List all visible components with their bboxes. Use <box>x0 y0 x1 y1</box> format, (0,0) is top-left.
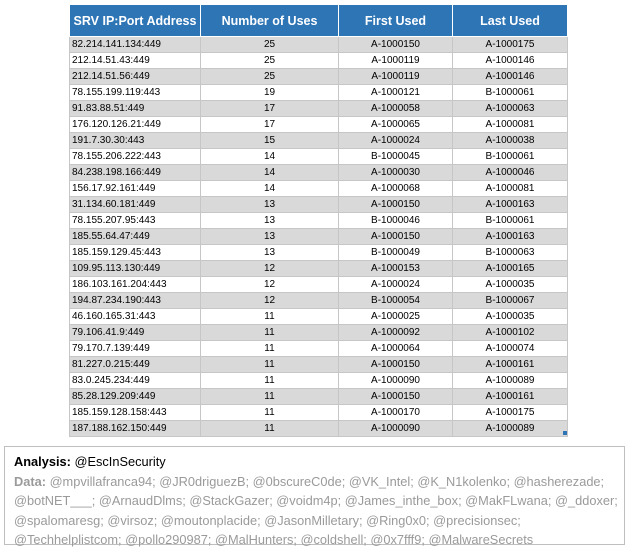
cell-last-used: A-1000074 <box>453 341 568 357</box>
table-row <box>70 69 568 85</box>
cell-srv-address: 79.106.41.9:449 <box>70 325 201 341</box>
cell-number-of-uses: 13 <box>201 213 339 229</box>
cell-first-used: A-1000119 <box>339 53 453 69</box>
col-header-first-used: First Used <box>339 5 453 37</box>
cell-first-used: A-1000119 <box>339 69 453 85</box>
cell-first-used: A-1000150 <box>339 37 453 53</box>
cell-number-of-uses: 12 <box>201 293 339 309</box>
table-row <box>70 421 568 437</box>
table-row <box>70 229 568 245</box>
usage-table-container <box>69 4 567 437</box>
cell-srv-address: 185.159.129.45:443 <box>70 245 201 261</box>
table-row <box>70 373 568 389</box>
table-row <box>70 341 568 357</box>
table-row <box>70 309 568 325</box>
cell-srv-address: 186.103.161.204:443 <box>70 277 201 293</box>
cell-first-used: B-1000045 <box>339 149 453 165</box>
cell-first-used: A-1000092 <box>339 325 453 341</box>
cell-number-of-uses: 11 <box>201 309 339 325</box>
cell-srv-address: 83.0.245.234:449 <box>70 373 201 389</box>
cell-srv-address: 78.155.207.95:443 <box>70 213 201 229</box>
cell-number-of-uses: 14 <box>201 149 339 165</box>
table-row <box>70 213 568 229</box>
cell-number-of-uses: 11 <box>201 389 339 405</box>
analysis-label: Analysis: <box>14 454 71 469</box>
cell-srv-address: 85.28.129.209:449 <box>70 389 201 405</box>
cell-srv-address: 212.14.51.56:449 <box>70 69 201 85</box>
cell-number-of-uses: 11 <box>201 357 339 373</box>
cell-first-used: A-1000025 <box>339 309 453 325</box>
cell-srv-address: 191.7.30.30:443 <box>70 133 201 149</box>
data-label: Data: <box>14 473 46 489</box>
cell-first-used: A-1000150 <box>339 357 453 373</box>
cell-first-used: A-1000153 <box>339 261 453 277</box>
cell-first-used: A-1000024 <box>339 277 453 293</box>
cell-last-used: A-1000046 <box>453 165 568 181</box>
col-header-srv-address: SRV IP:Port Address <box>70 5 201 37</box>
cell-number-of-uses: 17 <box>201 101 339 117</box>
cell-last-used: A-1000146 <box>453 53 568 69</box>
table-row <box>70 85 568 101</box>
cell-number-of-uses: 13 <box>201 197 339 213</box>
cell-first-used: B-1000049 <box>339 245 453 261</box>
cell-last-used: A-1000081 <box>453 117 568 133</box>
cell-srv-address: 212.14.51.43:449 <box>70 53 201 69</box>
cell-first-used: B-1000046 <box>339 213 453 229</box>
cell-last-used: A-1000035 <box>453 309 568 325</box>
cell-first-used: A-1000030 <box>339 165 453 181</box>
table-row <box>70 181 568 197</box>
cell-last-used: A-1000165 <box>453 261 568 277</box>
cell-last-used: B-1000061 <box>453 149 568 165</box>
cell-srv-address: 31.134.60.181:449 <box>70 197 201 213</box>
cell-first-used: A-1000170 <box>339 405 453 421</box>
cell-last-used: A-1000161 <box>453 389 568 405</box>
cell-last-used: A-1000089 <box>453 421 568 437</box>
analysis-author: @EscInSecurity <box>74 454 166 469</box>
cell-srv-address: 91.83.88.51:449 <box>70 101 201 117</box>
table-row <box>70 325 568 341</box>
table-row <box>70 293 568 309</box>
data-contributors: @mpvillafranca94; @JR0driguezB; @0bscureC0de; @VK_Intel; @K_N1kolenko; @hasherezade; @botNET___; @ArnaudDlms; @StackGazer; @voidm4p; @James_inthe_box; @MakFLwana; @_ddoxer; @spalomaresg; @virsoz; @moutonplacide; @JasonMilletary; @Ring0x0; @precisionsec; @Techhelplistcom; @pollo290987; @MalHunters; @coldshell; @0x7fff9; @MalwareSecrets <box>14 473 618 547</box>
analysis-box <box>4 446 625 545</box>
cell-srv-address: 84.238.198.166:449 <box>70 165 201 181</box>
cell-first-used: B-1000054 <box>339 293 453 309</box>
cell-srv-address: 187.188.162.150:449 <box>70 421 201 437</box>
cell-number-of-uses: 25 <box>201 69 339 85</box>
table-row <box>70 405 568 421</box>
cell-first-used: A-1000150 <box>339 229 453 245</box>
cell-srv-address: 109.95.113.130:449 <box>70 261 201 277</box>
cell-number-of-uses: 15 <box>201 133 339 149</box>
cell-number-of-uses: 12 <box>201 277 339 293</box>
cell-first-used: A-1000068 <box>339 181 453 197</box>
cell-srv-address: 176.120.126.21:449 <box>70 117 201 133</box>
cell-number-of-uses: 11 <box>201 341 339 357</box>
cell-last-used: A-1000175 <box>453 405 568 421</box>
cell-number-of-uses: 17 <box>201 117 339 133</box>
cell-srv-address: 81.227.0.215:449 <box>70 357 201 373</box>
table-row <box>70 117 568 133</box>
cell-number-of-uses: 11 <box>201 421 339 437</box>
cell-number-of-uses: 11 <box>201 373 339 389</box>
srv-usage-table <box>69 4 568 437</box>
cell-number-of-uses: 19 <box>201 85 339 101</box>
table-row <box>70 245 568 261</box>
table-row <box>70 101 568 117</box>
cell-first-used: A-1000090 <box>339 421 453 437</box>
table-row <box>70 389 568 405</box>
cell-srv-address: 46.160.165.31:443 <box>70 309 201 325</box>
cell-last-used: B-1000067 <box>453 293 568 309</box>
table-row <box>70 197 568 213</box>
cell-number-of-uses: 11 <box>201 325 339 341</box>
cell-srv-address: 78.155.206.222:443 <box>70 149 201 165</box>
cell-number-of-uses: 25 <box>201 37 339 53</box>
cell-srv-address: 82.214.141.134:449 <box>70 37 201 53</box>
cell-last-used: A-1000175 <box>453 37 568 53</box>
cell-number-of-uses: 13 <box>201 245 339 261</box>
cell-last-used: A-1000035 <box>453 277 568 293</box>
table-row <box>70 277 568 293</box>
cell-first-used: A-1000024 <box>339 133 453 149</box>
cell-first-used: A-1000058 <box>339 101 453 117</box>
cell-number-of-uses: 25 <box>201 53 339 69</box>
cell-number-of-uses: 12 <box>201 261 339 277</box>
col-header-last-used: Last Used <box>453 5 568 37</box>
table-row <box>70 133 568 149</box>
table-row <box>70 357 568 373</box>
table-resize-handle-icon <box>563 431 567 435</box>
table-row <box>70 261 568 277</box>
table-row <box>70 37 568 53</box>
cell-first-used: A-1000064 <box>339 341 453 357</box>
cell-first-used: A-1000090 <box>339 373 453 389</box>
cell-first-used: A-1000150 <box>339 197 453 213</box>
cell-srv-address: 185.55.64.47:449 <box>70 229 201 245</box>
cell-first-used: A-1000121 <box>339 85 453 101</box>
cell-last-used: A-1000089 <box>453 373 568 389</box>
cell-last-used: A-1000146 <box>453 69 568 85</box>
cell-number-of-uses: 11 <box>201 405 339 421</box>
cell-number-of-uses: 14 <box>201 165 339 181</box>
col-header-number-of-uses: Number of Uses <box>201 5 339 37</box>
cell-first-used: A-1000150 <box>339 389 453 405</box>
cell-last-used: A-1000102 <box>453 325 568 341</box>
table-body <box>70 37 568 437</box>
cell-last-used: A-1000163 <box>453 229 568 245</box>
cell-last-used: A-1000161 <box>453 357 568 373</box>
cell-last-used: A-1000081 <box>453 181 568 197</box>
cell-srv-address: 185.159.128.158:443 <box>70 405 201 421</box>
cell-last-used: A-1000063 <box>453 101 568 117</box>
cell-srv-address: 156.17.92.161:449 <box>70 181 201 197</box>
table-row <box>70 165 568 181</box>
table-header-row <box>70 5 568 37</box>
cell-number-of-uses: 14 <box>201 181 339 197</box>
table-row <box>70 149 568 165</box>
cell-srv-address: 194.87.234.190:443 <box>70 293 201 309</box>
cell-last-used: A-1000038 <box>453 133 568 149</box>
table-row <box>70 53 568 69</box>
cell-last-used: B-1000061 <box>453 85 568 101</box>
cell-srv-address: 79.170.7.139:449 <box>70 341 201 357</box>
cell-number-of-uses: 13 <box>201 229 339 245</box>
cell-last-used: A-1000163 <box>453 197 568 213</box>
cell-first-used: A-1000065 <box>339 117 453 133</box>
cell-last-used: B-1000063 <box>453 245 568 261</box>
cell-last-used: B-1000061 <box>453 213 568 229</box>
cell-srv-address: 78.155.199.119:443 <box>70 85 201 101</box>
